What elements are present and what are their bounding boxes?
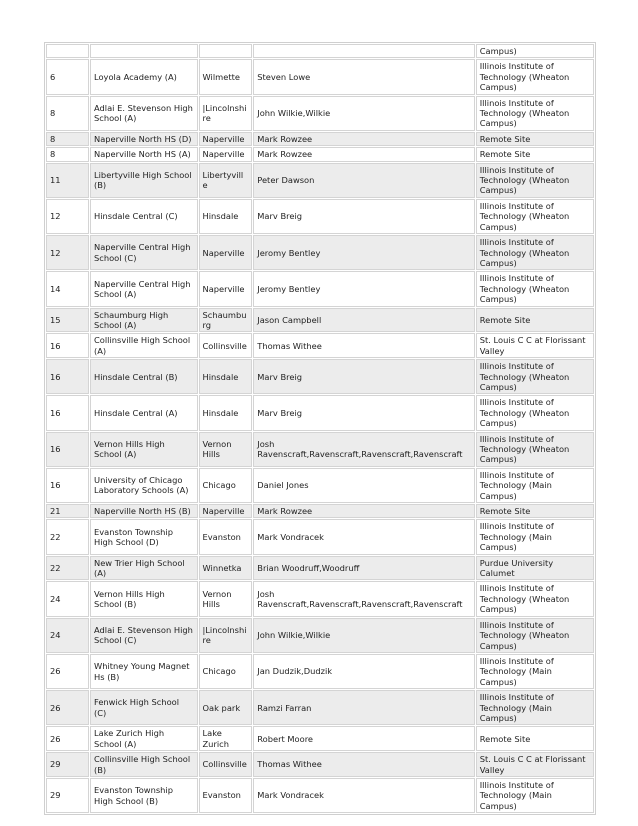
school-cell: Fenwick High School (C) <box>90 690 198 725</box>
coach-cell: Marv Breig <box>253 199 474 234</box>
school-cell: Vernon Hills High School (A) <box>90 432 198 467</box>
table-row <box>46 581 594 616</box>
city-cell: Vernon Hills <box>199 581 253 616</box>
city-cell: Chicago <box>199 468 253 503</box>
school-cell: Hinsdale Central (C) <box>90 199 198 234</box>
site-cell: Illinois Institute of Technology (Wheaton Campus) <box>476 96 594 131</box>
table-row <box>46 147 594 161</box>
table-row <box>46 690 594 725</box>
rank-cell: 26 <box>46 726 89 751</box>
coach-cell: Josh Ravenscraft,Ravenscraft,Ravenscraft,Ravenscraft <box>253 432 474 467</box>
rank-cell: 26 <box>46 690 89 725</box>
coach-cell: Jeromy Bentley <box>253 271 474 306</box>
table-row <box>46 432 594 467</box>
school-cell: Whitney Young Magnet Hs (B) <box>90 654 198 689</box>
rank-cell: 16 <box>46 468 89 503</box>
site-cell: Illinois Institute of Technology (Wheaton Campus) <box>476 235 594 270</box>
rank-cell: 29 <box>46 752 89 777</box>
coach-cell: Josh Ravenscraft,Ravenscraft,Ravenscraft,Ravenscraft <box>253 581 474 616</box>
rank-cell: 16 <box>46 395 89 430</box>
table-row <box>46 333 594 358</box>
site-cell: Illinois Institute of Technology (Wheaton Campus) <box>476 271 594 306</box>
site-cell: Illinois Institute of Technology (Main Campus) <box>476 468 594 503</box>
city-cell: Evanston <box>199 778 253 813</box>
rank-cell: 8 <box>46 147 89 161</box>
coach-cell: Mark Vondracek <box>253 519 474 554</box>
school-cell: Adlai E. Stevenson High School (A) <box>90 96 198 131</box>
school-cell: Naperville North HS (A) <box>90 147 198 161</box>
table-row <box>46 163 594 198</box>
site-cell: Remote Site <box>476 147 594 161</box>
city-cell: Evanston <box>199 519 253 554</box>
table-row <box>46 726 594 751</box>
coach-cell <box>253 44 474 58</box>
table-row <box>46 395 594 430</box>
site-cell: Illinois Institute of Technology (Wheaton Campus) <box>476 163 594 198</box>
site-cell: Illinois Institute of Technology (Wheaton Campus) <box>476 581 594 616</box>
coach-cell: Jan Dudzik,Dudzik <box>253 654 474 689</box>
rank-cell: 21 <box>46 504 89 518</box>
school-cell: Libertyville High School (B) <box>90 163 198 198</box>
coach-cell: Mark Vondracek <box>253 778 474 813</box>
school-cell: Hinsdale Central (A) <box>90 395 198 430</box>
coach-cell: Marv Breig <box>253 359 474 394</box>
site-cell: St. Louis C C at Florissant Valley <box>476 333 594 358</box>
city-cell: Wilmette <box>199 59 253 94</box>
table-row <box>46 199 594 234</box>
city-cell: Libertyville <box>199 163 253 198</box>
coach-cell: Thomas Withee <box>253 752 474 777</box>
results-table <box>44 42 596 815</box>
site-cell: Remote Site <box>476 726 594 751</box>
site-cell: Illinois Institute of Technology (Main Campus) <box>476 690 594 725</box>
rank-cell: 26 <box>46 654 89 689</box>
site-cell: Illinois Institute of Technology (Wheaton Campus) <box>476 359 594 394</box>
city-cell: |Lincolnshire <box>199 618 253 653</box>
school-cell: Naperville North HS (D) <box>90 132 198 146</box>
city-cell: Hinsdale <box>199 395 253 430</box>
city-cell: Naperville <box>199 147 253 161</box>
rank-cell: 24 <box>46 581 89 616</box>
table-row <box>46 59 594 94</box>
site-cell: Illinois Institute of Technology (Wheaton Campus) <box>476 59 594 94</box>
rank-cell: 16 <box>46 359 89 394</box>
rank-cell: 6 <box>46 59 89 94</box>
school-cell: Evanston Township High School (B) <box>90 778 198 813</box>
site-cell: Remote Site <box>476 132 594 146</box>
table-row <box>46 359 594 394</box>
table-row <box>46 468 594 503</box>
city-cell: Lake Zurich <box>199 726 253 751</box>
school-cell: Collinsville High School (B) <box>90 752 198 777</box>
site-cell: Remote Site <box>476 308 594 333</box>
rank-cell: 22 <box>46 519 89 554</box>
coach-cell: John Wilkie,Wilkie <box>253 96 474 131</box>
coach-cell: Marv Breig <box>253 395 474 430</box>
rank-cell: 8 <box>46 132 89 146</box>
coach-cell: Brian Woodruff,Woodruff <box>253 556 474 581</box>
coach-cell: Thomas Withee <box>253 333 474 358</box>
table-row <box>46 96 594 131</box>
table-row <box>46 752 594 777</box>
table-row <box>46 44 594 58</box>
coach-cell: Steven Lowe <box>253 59 474 94</box>
site-cell: Illinois Institute of Technology (Wheaton Campus) <box>476 395 594 430</box>
table-row <box>46 271 594 306</box>
school-cell: Schaumburg High School (A) <box>90 308 198 333</box>
rank-cell: 12 <box>46 235 89 270</box>
rank-cell: 12 <box>46 199 89 234</box>
city-cell: Oak park <box>199 690 253 725</box>
city-cell: Collinsville <box>199 752 253 777</box>
city-cell: Vernon Hills <box>199 432 253 467</box>
coach-cell: Jason Campbell <box>253 308 474 333</box>
site-cell: Campus) <box>476 44 594 58</box>
table-row <box>46 308 594 333</box>
school-cell: New Trier High School (A) <box>90 556 198 581</box>
table-row <box>46 654 594 689</box>
coach-cell: Mark Rowzee <box>253 147 474 161</box>
site-cell: Illinois Institute of Technology (Main Campus) <box>476 778 594 813</box>
coach-cell: Daniel Jones <box>253 468 474 503</box>
site-cell: Illinois Institute of Technology (Wheaton Campus) <box>476 618 594 653</box>
table-row <box>46 504 594 518</box>
rank-cell <box>46 44 89 58</box>
city-cell: Hinsdale <box>199 359 253 394</box>
rank-cell: 8 <box>46 96 89 131</box>
rank-cell: 14 <box>46 271 89 306</box>
rank-cell: 11 <box>46 163 89 198</box>
coach-cell: Ramzi Farran <box>253 690 474 725</box>
school-cell: Lake Zurich High School (A) <box>90 726 198 751</box>
table-row <box>46 618 594 653</box>
school-cell: Adlai E. Stevenson High School (C) <box>90 618 198 653</box>
table-row <box>46 556 594 581</box>
city-cell: Chicago <box>199 654 253 689</box>
site-cell: Illinois Institute of Technology (Wheaton Campus) <box>476 432 594 467</box>
city-cell: Collinsville <box>199 333 253 358</box>
city-cell <box>199 44 253 58</box>
coach-cell: Jeromy Bentley <box>253 235 474 270</box>
school-cell: Naperville Central High School (C) <box>90 235 198 270</box>
coach-cell: Peter Dawson <box>253 163 474 198</box>
rank-cell: 29 <box>46 778 89 813</box>
city-cell: |Lincolnshire <box>199 96 253 131</box>
site-cell: St. Louis C C at Florissant Valley <box>476 752 594 777</box>
table-row <box>46 235 594 270</box>
site-cell: Illinois Institute of Technology (Main Campus) <box>476 654 594 689</box>
school-cell: Vernon Hills High School (B) <box>90 581 198 616</box>
city-cell: Winnetka <box>199 556 253 581</box>
city-cell: Naperville <box>199 235 253 270</box>
table-row <box>46 519 594 554</box>
site-cell: Illinois Institute of Technology (Main Campus) <box>476 519 594 554</box>
city-cell: Schaumburg <box>199 308 253 333</box>
site-cell: Remote Site <box>476 504 594 518</box>
city-cell: Hinsdale <box>199 199 253 234</box>
school-cell <box>90 44 198 58</box>
table-row <box>46 132 594 146</box>
coach-cell: Mark Rowzee <box>253 132 474 146</box>
school-cell: Hinsdale Central (B) <box>90 359 198 394</box>
city-cell: Naperville <box>199 504 253 518</box>
coach-cell: Robert Moore <box>253 726 474 751</box>
school-cell: Naperville Central High School (A) <box>90 271 198 306</box>
school-cell: Loyola Academy (A) <box>90 59 198 94</box>
results-table-container <box>44 42 596 811</box>
rank-cell: 24 <box>46 618 89 653</box>
city-cell: Naperville <box>199 271 253 306</box>
results-table-body <box>46 44 594 813</box>
table-row <box>46 778 594 813</box>
coach-cell: Mark Rowzee <box>253 504 474 518</box>
school-cell: Naperville North HS (B) <box>90 504 198 518</box>
rank-cell: 16 <box>46 432 89 467</box>
school-cell: Collinsville High School (A) <box>90 333 198 358</box>
school-cell: University of Chicago Laboratory Schools (A) <box>90 468 198 503</box>
rank-cell: 22 <box>46 556 89 581</box>
rank-cell: 15 <box>46 308 89 333</box>
site-cell: Purdue University Calumet <box>476 556 594 581</box>
city-cell: Naperville <box>199 132 253 146</box>
coach-cell: John Wilkie,Wilkie <box>253 618 474 653</box>
rank-cell: 16 <box>46 333 89 358</box>
school-cell: Evanston Township High School (D) <box>90 519 198 554</box>
site-cell: Illinois Institute of Technology (Wheaton Campus) <box>476 199 594 234</box>
